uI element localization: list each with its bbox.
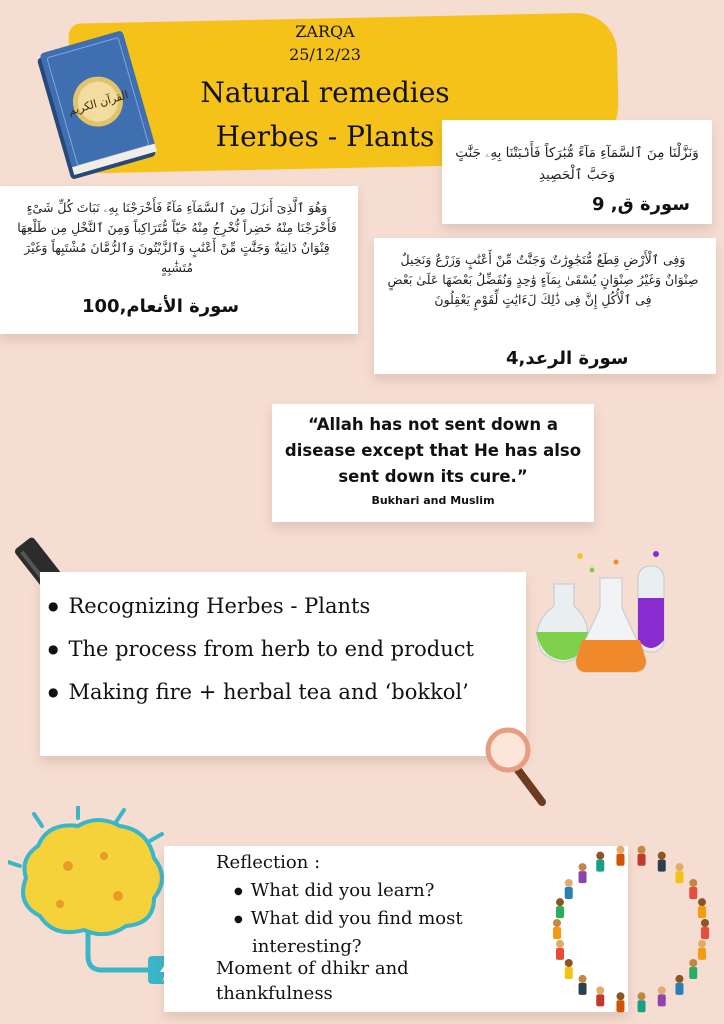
- location-label: ZARQA: [295, 22, 355, 41]
- page-title-line-1: Natural remedies: [200, 76, 450, 109]
- person-figure: [675, 975, 683, 995]
- reflection-question: ● What did you find most interesting?: [234, 906, 512, 959]
- surah-reference: سورة الرعد,4: [506, 348, 629, 369]
- surah-reference: سورة الأنعام,100: [82, 296, 240, 317]
- verse-card-qaf: [442, 120, 712, 224]
- surah-reference: سورة ق, 9: [592, 194, 690, 215]
- date-label: 25/12/23: [289, 45, 361, 64]
- person-figure: [701, 919, 709, 939]
- flasks-icon: [534, 548, 674, 680]
- person-figure: [638, 992, 646, 1012]
- person-figure: [616, 992, 624, 1012]
- person-figure: [658, 986, 666, 1006]
- person-figure: [579, 863, 587, 883]
- person-figure: [658, 852, 666, 872]
- person-figure: [675, 863, 683, 883]
- verse-text: وَفِى ٱلْأَرْضِ قِطَعٌ مُّتَجَٰوِرَٰتٌ وَجَنَّٰتٌ مِّنْ أَعْنَٰبٍ وَزَرْعٌ وَنَخِيلٌ صِنْوَانٌ وَغَيْرُ صِنْوَانٍ يُسْقَىٰ بِمَآءٍ وَٰحِدٍ وَنُفَضِّلُ بَعْضَهَا عَلَىٰ بَعْضٍ فِى ٱلْأُكُلِ إِنَّ فِى ذَٰلِكَ لَءَايَٰتٍ لِّقَوْمٍ يَعْقِلُونَ: [387, 252, 699, 307]
- verse-card-anam: [0, 186, 358, 334]
- activity-item: ● Making fire + herbal tea and ‘bokkol’: [48, 672, 474, 715]
- magnifier-icon: [484, 726, 550, 810]
- person-figure: [698, 898, 706, 918]
- page-title-line-2: Herbes - Plants: [215, 120, 435, 153]
- activities-list: [48, 586, 474, 715]
- hadith-source: Bukhari and Muslim: [371, 494, 495, 507]
- person-figure: [565, 959, 573, 979]
- person-figure: [638, 846, 646, 866]
- person-figure: [553, 919, 561, 939]
- reflection-questions: [234, 878, 512, 959]
- person-figure: [698, 940, 706, 960]
- reflection-title: Reflection :: [216, 852, 321, 873]
- verse-text: وَهُوَ ٱلَّذِىٓ أَنزَلَ مِنَ ٱلسَّمَآءِ مَآءً فَأَخْرَجْنَا بِهِۦ نَبَاتَ كُلِّ شَىْءٍ فَأَخْرَجْنَا مِنْهُ خَضِراً نُّخْرِجُ مِنْهُ حَبّاً مُّتَرَاكِباً وَمِنَ ٱلنَّخْلِ مِن طَلْعِهَا قِنْوَانٌ دَانِيَةٌ وَجَنَّٰتٍ مِّنْ أَعْنَٰبٍ وَٱلزَّيْتُونَ وَٱلرُّمَّانَ مُشْتَبِهاً وَغَيْرَ مُتَشَٰبِهٍ: [17, 200, 337, 275]
- people-circle-icon: [540, 838, 722, 1020]
- person-figure: [565, 879, 573, 899]
- person-figure: [556, 940, 564, 960]
- activity-item: ● The process from herb to end product: [48, 629, 474, 672]
- reflection-question: ● What did you learn?: [234, 878, 512, 906]
- person-figure: [596, 986, 604, 1006]
- person-figure: [616, 846, 624, 866]
- hadith-quote: “Allah has not sent down a disease except that He has also sent down its cure.”: [284, 415, 582, 486]
- person-figure: [689, 879, 697, 899]
- verse-card-raad: [374, 238, 716, 374]
- person-figure: [596, 852, 604, 872]
- person-figure: [689, 959, 697, 979]
- activities-card: [40, 572, 526, 756]
- book-cover-text: القرآن الكريم: [66, 88, 130, 118]
- person-figure: [579, 975, 587, 995]
- person-figure: [556, 898, 564, 918]
- hadith-card: [272, 404, 594, 522]
- verse-text: وَنَزَّلْنَا مِنَ ٱلسَّمَآءِ مَآءً مُّبَٰرَكاً فَأَنۢبَتْنَا بِهِۦ جَنَّٰتٍ وَحَبَّ ٱلْحَصِيدِ: [455, 145, 699, 183]
- activity-item: ● Recognizing Herbes - Plants: [48, 586, 474, 629]
- reflection-closing: Moment of dhikr and thankfulness: [216, 958, 409, 1004]
